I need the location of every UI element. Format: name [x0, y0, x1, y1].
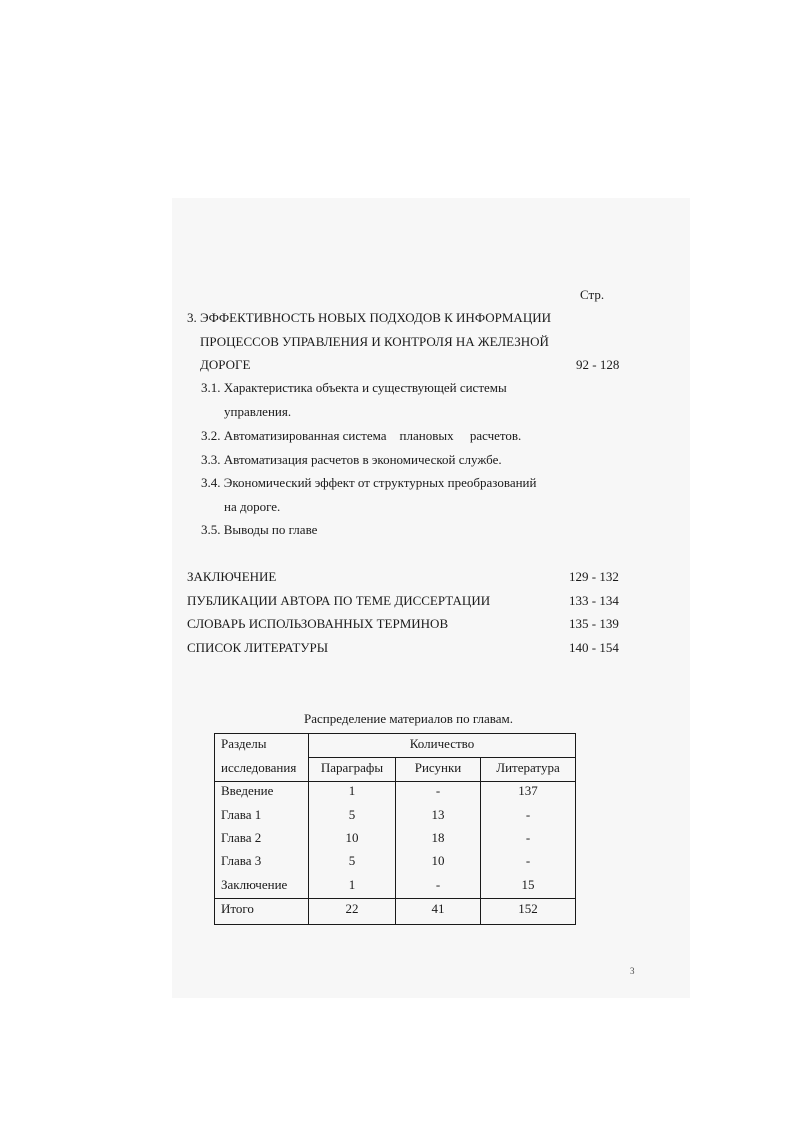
row-cell: 5 — [348, 807, 356, 822]
toc-entry-pages: 140 - 154 — [569, 640, 619, 655]
row-label: Глава 2 — [221, 830, 262, 845]
row-label: Глава 3 — [221, 853, 262, 868]
header-literature: Литература — [496, 760, 560, 775]
toc-entry-title: ЗАКЛЮЧЕНИЕ — [187, 569, 277, 584]
row-cell: - — [525, 807, 531, 822]
total-cell: 152 — [518, 901, 538, 916]
row-cell: 15 — [521, 877, 535, 892]
subsection-3-2: 3.2. Автоматизированная система плановых расчетов. — [201, 428, 522, 443]
toc-entry-title: СПИСОК ЛИТЕРАТУРЫ — [187, 640, 329, 655]
subsection-3-5: 3.5. Выводы по главе — [201, 522, 318, 537]
table-border-left — [214, 733, 215, 925]
subsection-3-1-line1: 3.1. Характеристика объекта и существующей системы — [201, 380, 507, 395]
table-caption: Распределение материалов по главам. — [304, 711, 513, 726]
total-cell: 22 — [345, 901, 359, 916]
chapter3-title-line1: 3. ЭФФЕКТИВНОСТЬ НОВЫХ ПОДХОДОВ К ИНФОРМАЦИИ — [187, 310, 551, 325]
row-cell: - — [435, 877, 441, 892]
header-sections-line2: исследования — [221, 760, 297, 775]
total-cell: 41 — [431, 901, 445, 916]
header-sections-line1: Разделы — [221, 736, 267, 751]
subsection-3-4-line1: 3.4. Экономический эффект от структурных преобразований — [201, 475, 537, 490]
subsection-3-1-line2: управления. — [224, 404, 292, 419]
row-cell: 18 — [431, 830, 445, 845]
row-cell: 1 — [348, 783, 356, 798]
table-border-top — [214, 733, 576, 734]
row-cell: 13 — [431, 807, 445, 822]
distribution-table — [214, 733, 576, 925]
header-quantity: Количество — [409, 736, 475, 751]
total-label: Итого — [221, 901, 254, 916]
row-cell: 1 — [348, 877, 356, 892]
chapter3-title-line3: ДОРОГЕ — [200, 357, 251, 372]
table-border-right — [575, 733, 576, 925]
row-label: Глава 1 — [221, 807, 262, 822]
subsection-3-3: 3.3. Автоматизация расчетов в экономической службе. — [201, 452, 502, 467]
row-label: Введение — [221, 783, 274, 798]
chapter3-title-line2: ПРОЦЕССОВ УПРАВЛЕНИЯ И КОНТРОЛЯ НА ЖЕЛЕЗНОЙ — [200, 334, 549, 349]
header-paragraphs: Параграфы — [320, 760, 384, 775]
toc-entry-pages: 133 - 134 — [569, 593, 619, 608]
toc-entry-title: ПУБЛИКАЦИИ АВТОРА ПО ТЕМЕ ДИССЕРТАЦИИ — [187, 593, 491, 608]
row-cell: 5 — [348, 853, 356, 868]
table-col-divider — [395, 757, 396, 925]
row-cell: 137 — [518, 783, 538, 798]
toc-entry-pages: 129 - 132 — [569, 569, 619, 584]
row-cell: 10 — [431, 853, 445, 868]
row-cell: 10 — [345, 830, 359, 845]
toc-entry-title: СЛОВАРЬ ИСПОЛЬЗОВАННЫХ ТЕРМИНОВ — [187, 616, 449, 631]
chapter3-pages: 92 - 128 — [576, 357, 620, 372]
table-group-divider — [308, 757, 576, 758]
row-cell: - — [525, 830, 531, 845]
toc-entry-pages: 135 - 139 — [569, 616, 619, 631]
subsection-3-4-line2: на дороге. — [224, 499, 281, 514]
page-column-label: Стр. — [580, 287, 605, 302]
table-col-divider — [480, 757, 481, 925]
row-cell: - — [435, 783, 441, 798]
header-figures: Рисунки — [414, 760, 462, 775]
row-cell: - — [525, 853, 531, 868]
page-number: 3 — [630, 966, 635, 976]
table-col-divider — [308, 733, 309, 925]
row-label: Заключение — [221, 877, 288, 892]
